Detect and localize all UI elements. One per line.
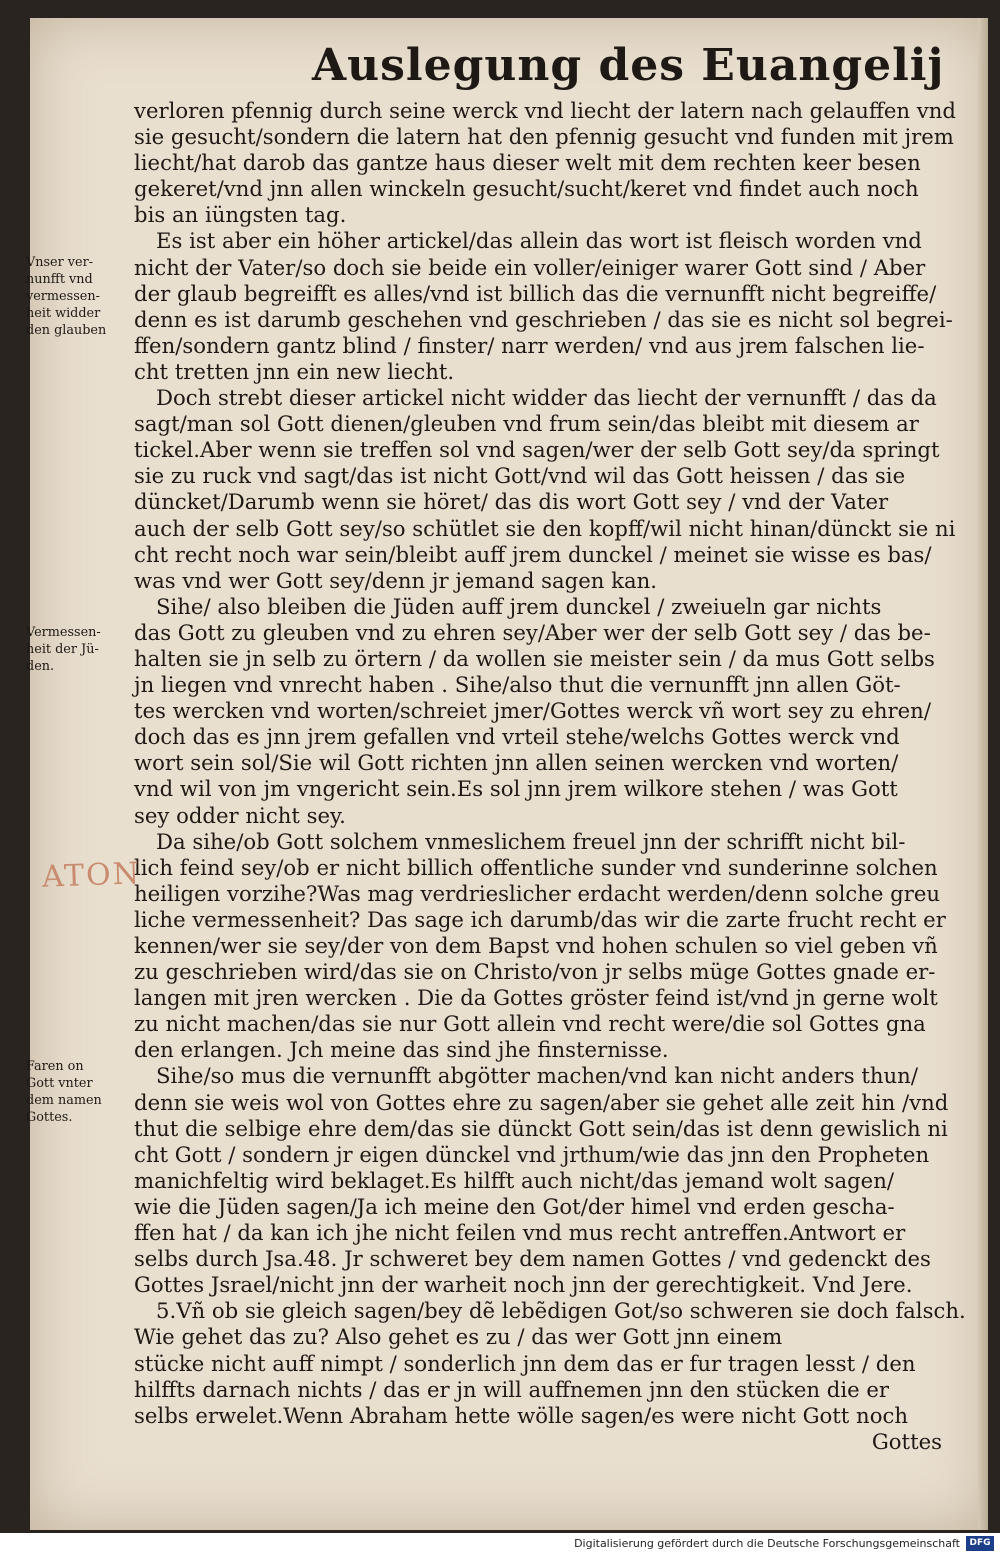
body-line: doch das es jnn jrem gefallen vnd vrteil stehe/welchs Gottes werck vnd [134,724,900,750]
body-line: denn es ist darumb geschehen vnd geschrieben / das sie es nicht sol begrei- [134,306,953,332]
margin-note-line: vermessen- [26,289,100,304]
body-line: wie die Jüden sagen/Ja ich meine den Got/der himel vnd erden gescha- [134,1193,895,1219]
margin-note-line: Vnser ver- [26,255,94,270]
body-line: Doch strebt dieser artickel nicht widder das liecht der vernunfft / das da [156,385,937,411]
margin-note-line: heit der Jü- [26,642,99,657]
margin-note-line: den glauben [26,323,107,338]
body-line: selbs durch Jsa.48. Jr schweret bey dem namen Gottes / vnd gedenckt des [134,1246,931,1272]
body-line: 5.Vñ ob sie gleich sagen/bey dẽ lebẽdigen Got/so schweren sie doch falsch. [156,1298,966,1324]
body-line: auch der selb Gott sey/so schütlet sie den kopff/wil nicht hinan/dünckt sie ni [134,515,956,541]
body-line: thut die selbige ehre dem/das sie dünckt Gott sein/das ist denn gewislich ni [134,1115,948,1141]
body-line: hilffts darnach nichts / das er jn will auffnemen jnn den stücken die er [134,1376,890,1402]
margin-note-line: dem namen [26,1093,102,1108]
body-line: Sihe/ also bleiben die Jüden auff jrem dunckel / zweiueln gar nichts [156,593,882,619]
body-text [134,98,966,1455]
body-line: Es ist aber ein höher artickel/das allein das wort ist fleisch worden vnd [156,228,922,254]
margin-note-line: Gott vnter [26,1076,93,1091]
margin-note-line: den. [26,659,55,674]
body-line: selbs erwelet.Wenn Abraham hette wölle sagen/es were nicht Gott noch [134,1402,908,1428]
body-line: verloren pfennig durch seine werck vnd liecht der latern nach gelauffen vnd [134,98,956,123]
body-line: heiligen vorzihe?Was mag verdrieslicher erdacht werden/denn solche greu [134,880,941,906]
dfg-logo: DFG [966,1536,994,1551]
margin-note-line: heit widder [26,306,101,321]
body-line: ffen hat / da kan ich jhe nicht feilen vnd mus recht antreffen.Antwort er [134,1220,906,1246]
body-line: Wie gehet das zu? Also gehet es zu / das wer Gott jnn einem [134,1324,783,1350]
body-line: das Gott zu gleuben vnd zu ehren sey/Aber wer der selb Gott sey / das be- [134,619,931,645]
body-line: langen mit jren wercken . Die da Gottes gröster feind ist/vnd jn gerne wolt [134,985,938,1011]
body-line: tickel.Aber wenn sie treffen sol vnd sagen/wer der selb Gott sey/da springt [134,437,940,463]
body-line: sagt/man sol Gott dienen/gleuben vnd frum sein/das bleibt mit diesem ar [134,411,919,437]
body-line: Sihe/so mus die vernunfft abgötter machen/vnd kan nicht anders thun/ [156,1063,918,1089]
body-line: düncket/Darumb wenn sie höret/ das dis wort Gott sey / vnd der Vater [134,489,889,515]
page-title: Auslegung des Euangelij [312,40,945,91]
body-line: wort sein sol/Sie wil Gott richten jnn allen seinen wercken vnd worten/ [134,750,899,776]
body-line: nicht der Vater/so doch sie beide ein voller/einiger warer Gott sind / Aber [134,254,926,280]
margin-note-line: Gottes. [26,1110,73,1125]
margin-note-reason [26,254,138,339]
body-line: cht tretten jnn ein new liecht. [134,358,455,384]
body-line: vnd wil von jm vngericht sein.Es sol jnn jrem wilkore stehen / was Gott [134,776,898,802]
margin-note-jews [26,624,138,675]
body-line: lich feind sey/ob er nicht billich offentliche sunder vnd sunderinne solchen [134,854,938,880]
body-line: jn liegen vnd vnrecht haben . Sihe/also thut die vernunfft jnn allen Göt- [134,672,901,698]
body-line: bis an iüngsten tag. [134,202,347,228]
body-line: sie gesucht/sondern die latern hat den pfennig gesucht vnd funden mit jrem [134,124,954,150]
body-line: sie zu ruck vnd sagt/das ist nicht Gott/vnd wil das Gott heissen / das sie [134,463,906,489]
body-line: zu geschrieben wird/das sie on Christo/von jr selbs müge Gottes gnade er- [134,959,936,985]
margin-note-line: Vermessen- [26,625,101,640]
body-line: manichfeltig wird beklaget.Es hilfft auch nicht/das jemand wolt sagen/ [134,1167,895,1193]
footer-credit: Digitalisierung gefördert durch die Deutsche Forschungsgemeinschaft [574,1537,960,1550]
page-edge [978,18,988,1530]
body-line: zu nicht machen/das sie nur Gott allein vnd recht were/die sol Gottes gna [134,1011,926,1037]
body-line: was vnd wer Gott sey/denn jr jemand sagen kan. [134,567,657,593]
body-line: liche vermessenheit? Das sage ich darumb/das wir die zarte frucht recht er [134,906,946,932]
body-line: stücke nicht auff nimpt / sonderlich jnn dem das er fur tragen lesst / den [134,1350,916,1376]
margin-note-false-god [26,1058,138,1126]
margin-note-line: Faren on [26,1059,84,1074]
body-line: gekeret/vnd jnn allen winckeln gesucht/sucht/keret vnd findet auch noch [134,176,919,202]
body-line: kennen/wer sie sey/der von dem Bapst vnd hohen schulen so viel geben vñ [134,933,938,958]
body-line: tes wercken vnd worten/schreiet jmer/Gottes werck vñ wort sey zu ehren/ [134,698,931,724]
margin-note-line: nunfft vnd [26,272,93,287]
body-line: cht recht noch war sein/bleibt auff jrem dunckel / meinet sie wisse es bas/ [134,541,932,567]
body-line: der glaub begreifft es alles/vnd ist billich das die vernunfft nicht begreiffe/ [134,280,937,306]
body-line: denn sie weis wol von Gottes ehre zu sagen/aber sie gehet alle zeit hin /vnd [134,1089,949,1115]
body-line: Da sihe/ob Gott solchem vnmeslichem freuel jnn der schrifft nicht bil- [156,828,906,854]
body-line: ffen/sondern gantz blind / finster/ narr werden/ vnd aus jrem falschen lie- [134,332,925,358]
body-line: sey odder nicht sey. [134,802,346,828]
body-line: cht Gott / sondern jr eigen dünckel vnd jrthum/wie das jnn den Propheten [134,1141,930,1167]
body-line: den erlangen. Jch meine das sind jhe finsternisse. [134,1037,669,1063]
body-line: Gottes [871,1428,942,1454]
body-line: halten sie jn selb zu örtern / da wollen sie meister sein / da mus Gott selbs [134,645,935,671]
nota-stamp: ATON [41,856,142,895]
body-line: liecht/hat darob das gantze haus dieser welt mit dem rechten keer besen [134,150,921,176]
body-line: Gottes Jsrael/nicht jnn der warheit noch jnn der gerechtigkeit. Vnd Jere. [134,1272,913,1298]
